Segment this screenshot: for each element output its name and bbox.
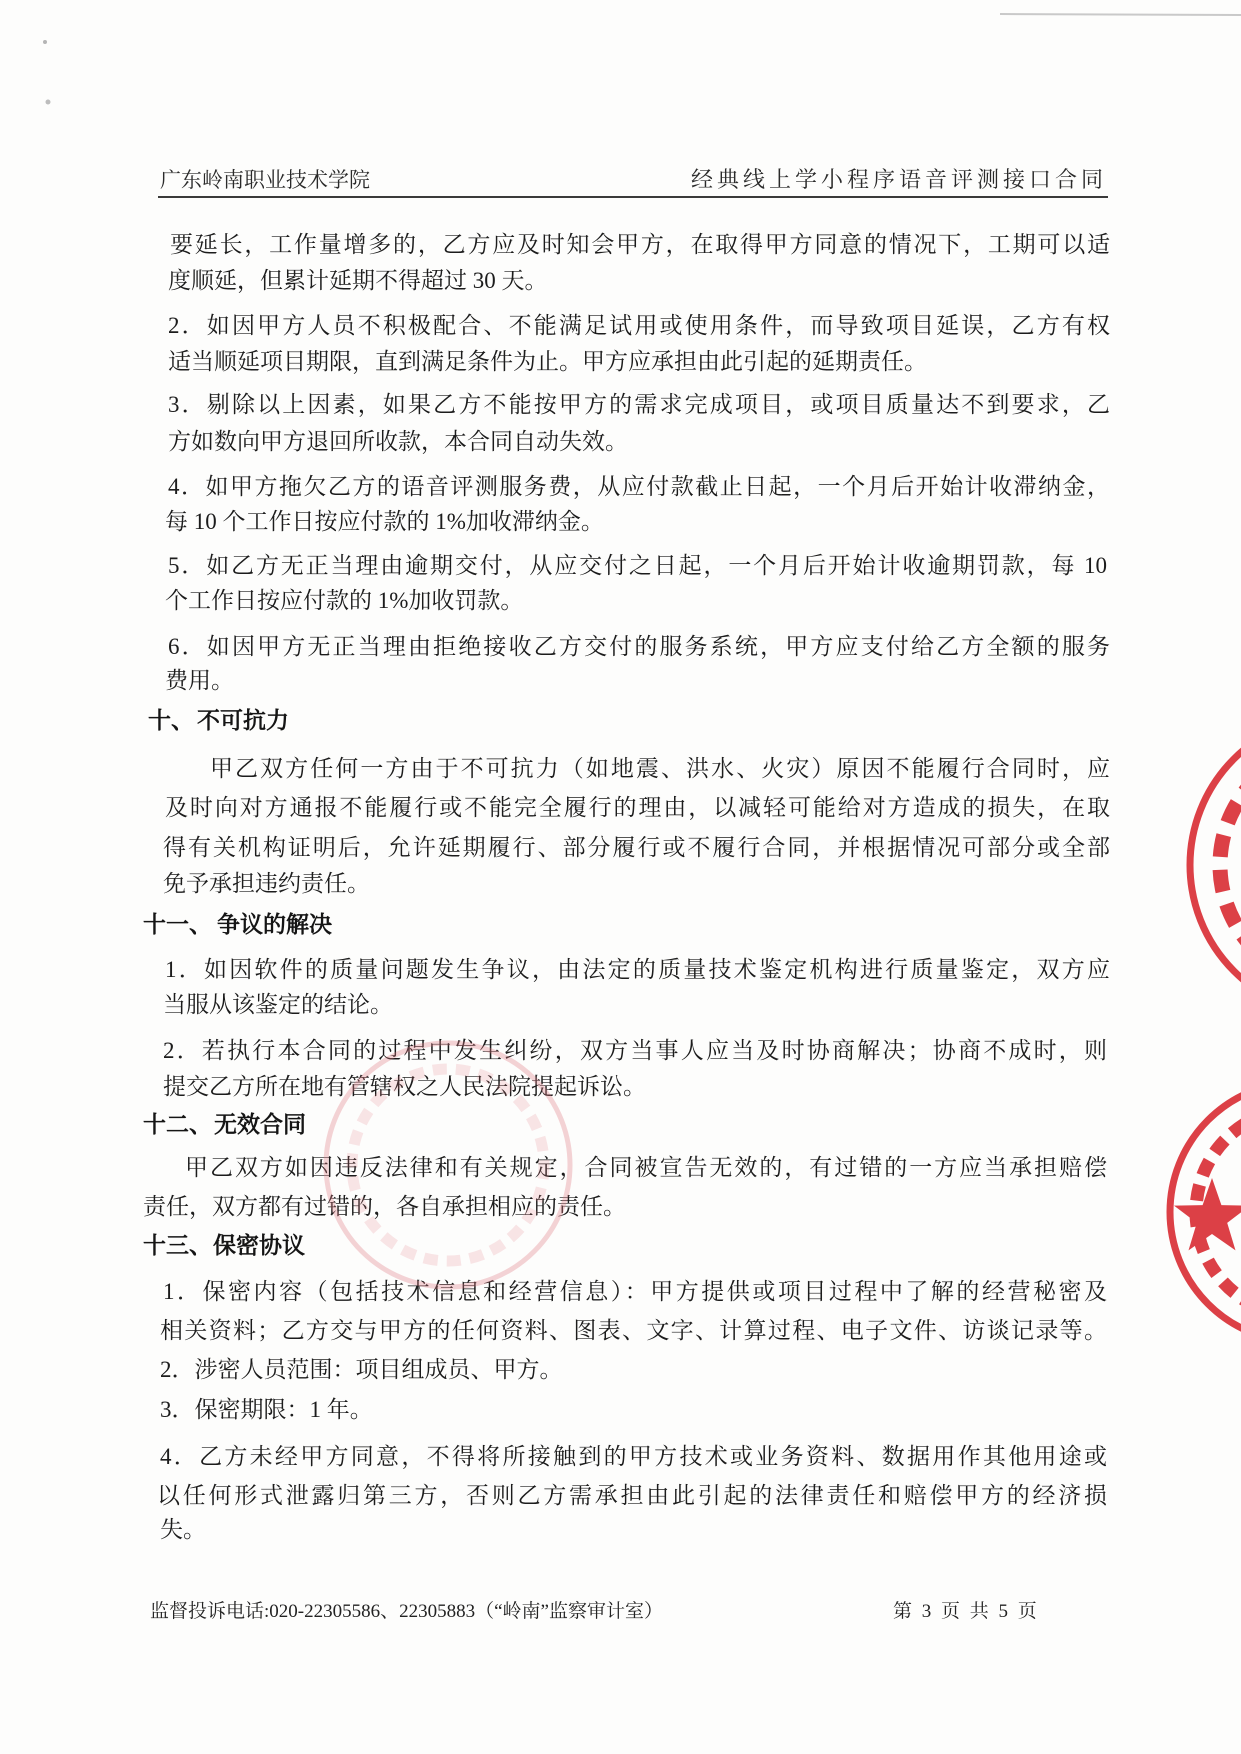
section-12-line-2: 责任，双方都有过错的，各自承担相应的责任。 xyxy=(143,1194,626,1219)
section-13-line-1: 1．保密内容（包括技术信息和经营信息）：甲方提供或项目过程中了解的经营秘密及 xyxy=(163,1279,1107,1304)
edge-seal-lower-ring xyxy=(1170,1082,1241,1342)
header-institution: 广东岭南职业技术学院 xyxy=(160,168,370,192)
section-10-title: 不可抗力 xyxy=(197,708,289,733)
section-13-line-3: 2．涉密人员范围：项目组成员、甲方。 xyxy=(160,1357,563,1382)
clause-cont-line-1: 要延长，工作量增多的，乙方应及时知会甲方，在取得甲方同意的情况下，工期可以适 xyxy=(170,232,1110,257)
section-11-line-1: 1．如因软件的质量问题发生争议，由法定的质量技术鉴定机构进行质量鉴定，双方应 xyxy=(165,957,1110,982)
edge-seal-lower-lettering xyxy=(1196,1108,1241,1316)
section-10-line-2: 及时向对方通报不能履行或不能完全履行的理由，以减轻可能给对方造成的损失，在取 xyxy=(165,795,1110,820)
clause-item-6-line-1: 6．如因甲方无正当理由拒绝接收乙方交付的服务系统，甲方应支付给乙方全额的服务 xyxy=(168,634,1110,659)
clause-item-4-line-2: 每 10 个工作日按应付款的 1%加收滞纳金。 xyxy=(165,509,604,534)
section-11-line-3: 2．若执行本合同的过程中发生纠纷，双方当事人应当及时协商解决；协商不成时，则 xyxy=(163,1038,1107,1063)
scan-speck xyxy=(46,100,51,105)
section-10-line-3: 得有关机构证明后，允许延期履行、部分履行或不履行合同，并根据情况可部分或全部 xyxy=(163,835,1110,860)
section-13-line-4: 3．保密期限：1 年。 xyxy=(160,1397,373,1422)
scan-edge-line xyxy=(1000,14,1241,15)
section-11-line-2: 当服从该鉴定的结论。 xyxy=(163,992,393,1017)
footer-page-number: 第 3 页 共 5 页 xyxy=(893,1601,1037,1622)
section-11-line-4: 提交乙方所在地有管辖权之人民法院提起诉讼。 xyxy=(163,1074,646,1099)
section-13-title: 保密协议 xyxy=(213,1233,305,1258)
edge-seal-upper-lettering xyxy=(1220,745,1241,985)
section-10-line-4: 免予承担违约责任。 xyxy=(163,871,370,896)
scan-speck xyxy=(43,40,47,44)
clause-cont-line-2: 度顺延，但累计延期不得超过 30 天。 xyxy=(168,268,548,293)
section-13-line-2: 相关资料；乙方交与甲方的任何资料、图表、文字、计算过程、电子文件、访谈记录等。 xyxy=(160,1318,1107,1343)
edge-seal-lower xyxy=(1170,1082,1241,1342)
edge-seal-upper-ring xyxy=(1190,715,1241,1015)
section-12-line-1: 甲乙双方如因违反法律和有关规定，合同被宣告无效的，有过错的一方应当承担赔偿 xyxy=(185,1155,1107,1180)
edge-seal-upper xyxy=(1190,715,1241,1015)
clause-item-4-line-1: 4．如甲方拖欠乙方的语音评测服务费，从应付款截止日起，一个月后开始计收滞纳金， xyxy=(168,474,1110,499)
header-contract-title: 经典线上学小程序语音评测接口合同 xyxy=(690,167,1107,192)
section-12-number: 十二、 xyxy=(143,1112,212,1137)
clause-item-2-line-2: 适当顺延项目期限，直到满足条件为止。甲方应承担由此引起的延期责任。 xyxy=(168,349,927,374)
section-11-number: 十一、 xyxy=(143,912,212,937)
section-12-title: 无效合同 xyxy=(214,1112,306,1137)
clause-item-2-line-1: 2．如因甲方人员不积极配合、不能满足试用或使用条件，而导致项目延误，乙方有权 xyxy=(168,313,1110,338)
section-10-line-1: 甲乙双方任何一方由于不可抗力（如地震、洪水、火灾）原因不能履行合同时，应 xyxy=(210,756,1110,781)
section-13-line-6: 以任何形式泄露归第三方，否则乙方需承担由此引起的法律责任和赔偿甲方的经济损 xyxy=(157,1483,1107,1508)
header-rule xyxy=(158,196,1108,198)
clause-item-5-line-1: 5．如乙方无正当理由逾期交付，从应交付之日起，一个月后开始计收逾期罚款，每 10 xyxy=(168,553,1107,578)
footer-complaint-hotline: 监督投诉电话:020-22305586、22305883（“岭南”监察审计室） xyxy=(150,1601,663,1622)
section-13-number: 十三、 xyxy=(143,1233,212,1258)
clause-item-3-line-2: 方如数向甲方退回所收款，本合同自动失效。 xyxy=(168,429,628,454)
section-11-title: 争议的解决 xyxy=(217,912,332,937)
section-13-line-7: 失。 xyxy=(160,1517,206,1542)
clause-item-3-line-1: 3．剔除以上因素，如果乙方不能按甲方的需求完成项目，或项目质量达不到要求，乙 xyxy=(168,392,1110,417)
seal-star-icon xyxy=(1174,1178,1241,1250)
clause-item-6-line-2: 费用。 xyxy=(165,668,234,693)
section-10-number: 十、 xyxy=(148,708,194,733)
clause-item-5-line-2: 个工作日按应付款的 1%加收罚款。 xyxy=(165,588,524,613)
section-13-line-5: 4．乙方未经甲方同意，不得将所接触到的甲方技术或业务资料、数据用作其他用途或 xyxy=(160,1444,1107,1469)
